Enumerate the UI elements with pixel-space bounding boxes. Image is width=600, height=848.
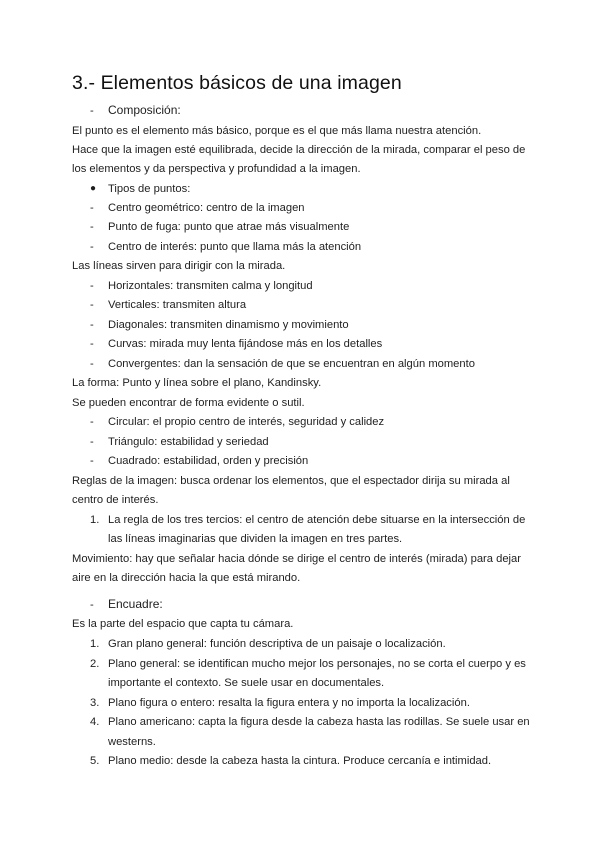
list-item: Plano americano: capta la figura desde la cabeza hasta las rodillas. Se suele usar en bbox=[108, 716, 530, 728]
list-item: Convergentes: dan la sensación de que se encuentran en algún momento bbox=[108, 358, 475, 370]
list-item: Gran plano general: función descriptiva de un paisaje o localización. bbox=[108, 638, 446, 650]
paragraph: Se pueden encontrar de forma evidente o sutil. bbox=[72, 397, 305, 409]
list-number: 3. bbox=[90, 697, 100, 709]
dash-marker: - bbox=[90, 358, 94, 370]
list-item-continued: westerns. bbox=[108, 736, 156, 748]
list-item: Cuadrado: estabilidad, orden y precisión bbox=[108, 455, 309, 467]
paragraph: centro de interés. bbox=[72, 494, 159, 506]
list-item: Triángulo: estabilidad y seriedad bbox=[108, 436, 269, 448]
dash-marker: - bbox=[90, 202, 94, 214]
list-item: Plano medio: desde la cabeza hasta la cintura. Produce cercanía e intimidad. bbox=[108, 755, 492, 767]
list-item: Punto de fuga: punto que atrae más visualmente bbox=[108, 221, 350, 233]
list-item: Horizontales: transmiten calma y longitud bbox=[108, 280, 313, 292]
paragraph: El punto es el elemento más básico, porque es el que más llama nuestra atención. bbox=[72, 125, 482, 137]
list-number: 2. bbox=[90, 658, 100, 670]
list-item: Diagonales: transmiten dinamismo y movimiento bbox=[108, 319, 349, 331]
paragraph: aire en la dirección hacia la que está mirando. bbox=[72, 572, 301, 584]
list-item-continued: importante el contexto. Se suele usar en documentales. bbox=[108, 677, 385, 689]
list-item: Verticales: transmiten altura bbox=[108, 299, 247, 311]
dash-marker: - bbox=[90, 241, 94, 253]
dash-marker: - bbox=[90, 319, 94, 331]
list-number: 4. bbox=[90, 716, 100, 728]
list-item: Plano general: se identifican mucho mejor los personajes, no se corta el cuerpo y es bbox=[108, 658, 526, 670]
paragraph: Las líneas sirven para dirigir con la mirada. bbox=[72, 260, 286, 272]
dash-marker: - bbox=[90, 280, 94, 292]
paragraph: Reglas de la imagen: busca ordenar los elementos, que el espectador dirija su mirada al bbox=[72, 475, 510, 487]
list-item: Circular: el propio centro de interés, seguridad y calidez bbox=[108, 416, 385, 428]
list-item: Centro geométrico: centro de la imagen bbox=[108, 202, 305, 214]
paragraph: Es la parte del espacio que capta tu cámara. bbox=[72, 618, 294, 630]
list-number: 5. bbox=[90, 755, 100, 767]
list-item: Tipos de puntos: bbox=[108, 183, 191, 195]
paragraph: Hace que la imagen esté equilibrada, decide la dirección de la mirada, comparar el peso de bbox=[72, 144, 526, 156]
list-item: Plano figura o entero: resalta la figura entera y no importa la localización. bbox=[108, 697, 470, 709]
section-title: 3.- Elementos básicos de una imagen bbox=[72, 72, 402, 94]
dash-marker: - bbox=[90, 416, 94, 428]
paragraph: La forma: Punto y línea sobre el plano, Kandinsky. bbox=[72, 377, 322, 389]
list-item: Centro de interés: punto que llama más la atención bbox=[108, 241, 362, 253]
list-number: 1. bbox=[90, 514, 100, 526]
encuadre-heading: Encuadre: bbox=[108, 597, 163, 611]
dash-marker: - bbox=[90, 599, 94, 611]
dash-marker: - bbox=[90, 338, 94, 350]
dash-marker: - bbox=[90, 221, 94, 233]
list-item-continued: las líneas imaginarias que dividen la imagen en tres partes. bbox=[108, 533, 403, 545]
dash-marker: - bbox=[90, 105, 94, 117]
dash-marker: - bbox=[90, 455, 94, 467]
list-item: Curvas: mirada muy lenta fijándose más en los detalles bbox=[108, 338, 383, 350]
list-number: 1. bbox=[90, 638, 100, 650]
list-item: La regla de los tres tercios: el centro de atención debe situarse en la intersección de bbox=[108, 514, 526, 526]
composicion-heading: Composición: bbox=[108, 103, 181, 117]
paragraph: los elementos y da perspectiva y profundidad a la imagen. bbox=[72, 163, 361, 175]
paragraph: Movimiento: hay que señalar hacia dónde se dirige el centro de interés (mirada) para dejar bbox=[72, 553, 521, 565]
dash-marker: - bbox=[90, 299, 94, 311]
bullet-marker: ● bbox=[90, 183, 97, 194]
dash-marker: - bbox=[90, 436, 94, 448]
